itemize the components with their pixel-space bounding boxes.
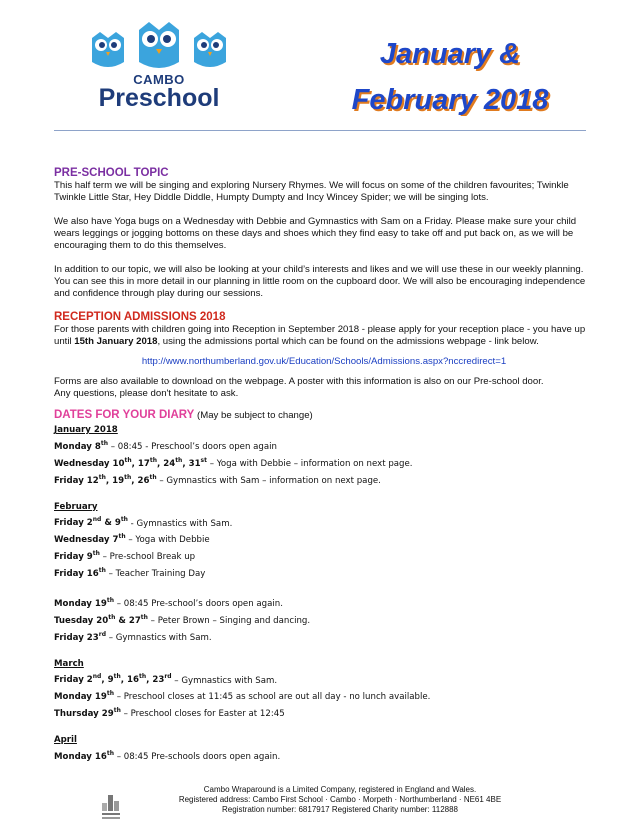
diary-entry-text: – 08:45 Pre-school’s doors open again. bbox=[113, 598, 283, 609]
diary-entry-text: – Gymnastics with Sam. bbox=[106, 632, 212, 643]
topic-heading: PRE-SCHOOL TOPIC bbox=[54, 167, 169, 179]
diary-month-heading: April bbox=[54, 735, 77, 746]
diary-entry-date: Friday 23rd bbox=[54, 630, 107, 643]
diary-entry-text: – Teacher Training Day bbox=[105, 569, 206, 580]
reception-text-pre: For those parents with children going into Reception in September 2018 - please apply for your reception place - you have up until bbox=[54, 324, 586, 347]
newsletter-title-line2: February 2018 bbox=[351, 84, 549, 116]
reception-text-post: , using the admissions portal which can be found on the admissions webpage - link below. bbox=[157, 336, 539, 347]
diary-entry-text: – Peter Brown – Singing and dancing. bbox=[147, 615, 311, 626]
reception-paragraph-3: Any questions, please don't hesitate to ask. bbox=[54, 388, 239, 399]
reception-deadline: 15th January 2018 bbox=[74, 336, 158, 347]
diary-month-heading: February bbox=[54, 501, 98, 512]
diary-entry-date: Thursday 29th bbox=[54, 707, 121, 720]
diary-entry-date: Wednesday 10th, 17th, 24th, 31st bbox=[54, 456, 207, 469]
cambo-preschool-logo bbox=[84, 22, 234, 118]
diary-entry bbox=[54, 704, 594, 721]
diary-entry bbox=[54, 671, 594, 688]
reception-paragraph-1 bbox=[54, 324, 594, 348]
diary-entry-date: Friday 2nd, 9th, 16th, 23rd bbox=[54, 673, 172, 686]
topic-paragraph-2: We also have Yoga bugs on a Wednesday with Debbie and Gymnastics with Sam on a Friday. Please make sure your child wears leggings or jogging bottoms on these days and shoes which they find easy to take off and put back on, as we will be encouraging them to do this themselves. bbox=[54, 216, 577, 251]
diary-month-heading: March bbox=[54, 658, 84, 669]
diary-spacer bbox=[54, 721, 594, 734]
diary-entry-text: – Pre-school Break up bbox=[99, 552, 196, 563]
diary-entry bbox=[54, 514, 594, 531]
diary-entry-text: – Yoga with Debbie – information on next page. bbox=[207, 458, 413, 469]
diary-entry-date: Monday 19th bbox=[54, 690, 114, 703]
reception-heading: RECEPTION ADMISSIONS 2018 bbox=[54, 311, 226, 323]
diary-entry-text: – 08:45 - Preschool’s doors open again bbox=[107, 441, 277, 452]
diary-spacer bbox=[54, 581, 594, 594]
diary-entry bbox=[54, 628, 594, 645]
diary-entry-text: – Yoga with Debbie bbox=[125, 535, 210, 546]
admissions-link[interactable]: http://www.northumberland.gov.uk/Education/Schools/Admissions.aspx?nccredirect=1 bbox=[141, 356, 507, 367]
diary-note: (May be subject to change) bbox=[197, 410, 313, 421]
diary-spacer bbox=[54, 488, 594, 501]
owls-icon bbox=[84, 22, 234, 78]
diary-entry bbox=[54, 687, 594, 704]
diary-entry-text: – 08:45 Pre-schools doors open again. bbox=[113, 752, 281, 763]
diary-entry bbox=[54, 454, 594, 471]
diary-spacer bbox=[54, 645, 594, 658]
diary-month-heading: January 2018 bbox=[54, 425, 118, 435]
footer bbox=[140, 785, 540, 815]
diary-entry-text: – Gymnastics with Sam. bbox=[171, 675, 278, 686]
diary-entry bbox=[54, 530, 594, 547]
diary-entry-text: – Preschool closes for Easter at 12:45 bbox=[120, 709, 285, 720]
diary-entry-date: Friday 9th bbox=[54, 550, 100, 563]
diary-entry-date: Tuesday 20th & 27th bbox=[54, 613, 148, 626]
newsletter-body bbox=[54, 166, 594, 764]
diary-heading-row bbox=[54, 408, 594, 422]
diary-list bbox=[54, 424, 594, 764]
diary-entry-date: Wednesday 7th bbox=[54, 533, 126, 546]
diary-entry-date: Monday 19th bbox=[54, 597, 114, 609]
diary-entry-text: – Preschool closes at 11:45 as school are out all day - no lunch available. bbox=[113, 692, 431, 703]
header-divider bbox=[54, 130, 586, 131]
diary-entry bbox=[54, 747, 594, 764]
diary-entry bbox=[54, 471, 594, 488]
diary-entry-date: Monday 16th bbox=[54, 750, 114, 763]
reception-paragraph-2: Forms are also available to download on the webpage. A poster with this information is also on our Pre-school door. bbox=[54, 376, 544, 387]
topic-paragraph-3: In addition to our topic, we will also be looking at your child’s interests and likes and we will use these in our weekly planning. You can see this in more detail in our planning in little room on the cupboard door. We will also be encouraging independence and confidence through play during our sessions. bbox=[54, 264, 586, 299]
diary-entry-date: Monday 8th bbox=[54, 440, 108, 452]
topic-paragraph-1: This half term we will be singing and exploring Nursery Rhymes. We will focus on some of the children favourites; Twinkle Twinkle Little Star, Hey Diddle Diddle, Humpty Dumpty and Incy Wincey Spider; we will be singing lots. bbox=[54, 180, 569, 203]
diary-entry-text: – Gymnastics with Sam – information on next page. bbox=[156, 475, 381, 486]
pre-school-learning-alliance-logo bbox=[94, 793, 128, 821]
diary-heading: DATES FOR YOUR DIARY bbox=[54, 409, 195, 421]
diary-entry-date: Friday 2nd & 9th bbox=[54, 516, 128, 529]
footer-line-3: Registration number: 6817917 Registered Charity number: 112888 bbox=[222, 805, 458, 814]
diary-entry-date: Friday 16th bbox=[54, 567, 106, 580]
diary-entry bbox=[54, 611, 594, 628]
diary-entry bbox=[54, 594, 594, 611]
diary-entry-text: - Gymnastics with Sam. bbox=[127, 518, 233, 529]
logo-preschool-text: Preschool bbox=[98, 84, 220, 112]
newsletter-title-line1: January & bbox=[379, 38, 521, 70]
diary-entry bbox=[54, 564, 594, 581]
diary-entry bbox=[54, 437, 594, 454]
logo-cambo-text: CAMBO bbox=[133, 72, 185, 87]
diary-entry-date: Friday 12th, 19th, 26th bbox=[54, 473, 157, 486]
footer-line-2: Registered address: Cambo First School · Cambo · Morpeth · Northumberland · NE61 4BE bbox=[178, 795, 502, 804]
diary-entry bbox=[54, 547, 594, 564]
footer-line-1: Cambo Wraparound is a Limited Company, registered in England and Wales. bbox=[203, 785, 477, 794]
